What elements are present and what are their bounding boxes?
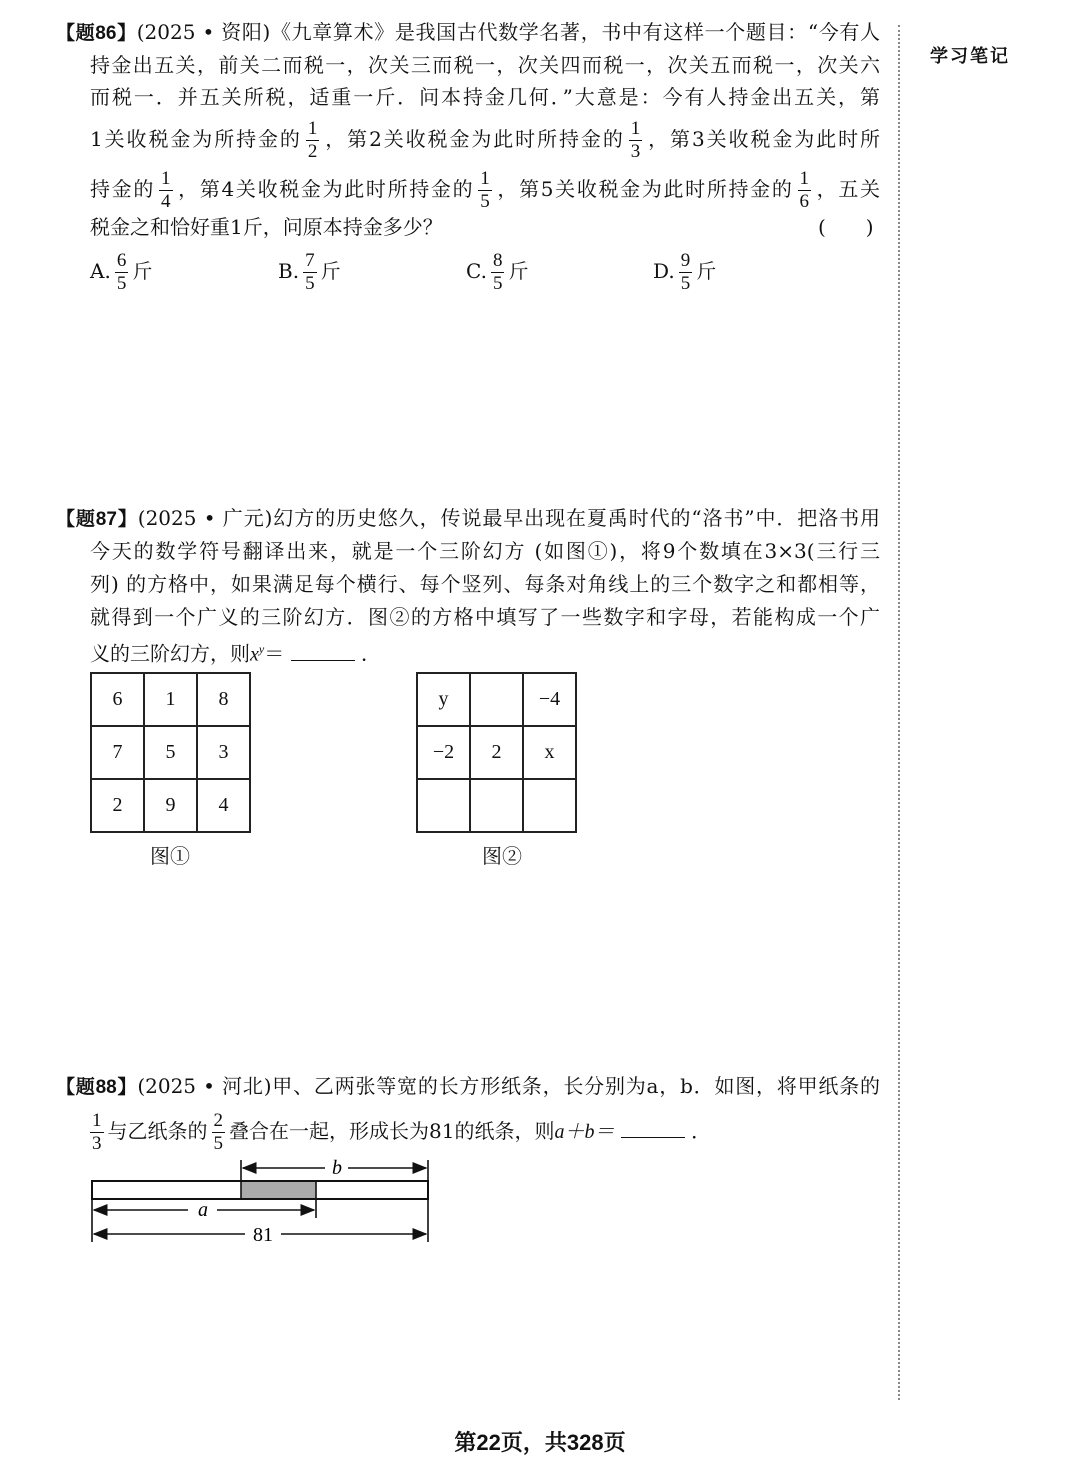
magic-square-figure-2 <box>416 672 577 833</box>
option-letter: C. <box>466 259 487 283</box>
option-b[interactable] <box>278 250 341 295</box>
grid-cell: 2 <box>470 726 523 779</box>
q87-text: 义的三阶幻方，则 <box>90 641 250 666</box>
grid-cell <box>417 779 470 832</box>
grid-cell: 4 <box>197 779 250 832</box>
fraction <box>212 1110 226 1155</box>
fraction <box>115 250 129 295</box>
unit: 斤 <box>696 259 717 283</box>
q88-text: 叠合在一起，形成长为81的纸条，则 <box>229 1119 555 1143</box>
denominator: 5 <box>305 273 315 294</box>
unit: 斤 <box>508 259 529 283</box>
q86-text: ，第4关收税金为此时所持金的 <box>176 177 475 201</box>
numerator: 1 <box>630 118 641 139</box>
fraction <box>159 168 173 213</box>
q86-text: ，第2关收税金为此时所持金的 <box>323 127 625 151</box>
numerator: 1 <box>307 118 318 139</box>
option-c[interactable] <box>466 250 528 295</box>
grid-cell: 1 <box>144 673 197 726</box>
option-letter: D. <box>653 259 675 283</box>
q87-line-5 <box>90 634 880 670</box>
q88-text: 与乙纸条的 <box>107 1119 208 1143</box>
denominator: 6 <box>799 191 810 212</box>
numerator: 1 <box>799 168 810 189</box>
q87-text: 幻方的历史悠久，传说最早出现在夏禹时代的“洛书”中．把洛书用 <box>272 506 881 530</box>
numerator: 2 <box>213 1110 223 1131</box>
fraction <box>679 250 693 295</box>
label-a: a <box>198 1199 208 1221</box>
q87-source: (2025 • 广元) <box>137 506 273 530</box>
label-81: 81 <box>253 1224 273 1246</box>
option-letter: A. <box>90 259 111 283</box>
option-d[interactable] <box>653 250 716 295</box>
fraction <box>798 168 812 213</box>
fraction <box>629 118 643 163</box>
denominator: 5 <box>492 273 503 294</box>
notes-heading: 学习笔记 <box>930 46 1010 67</box>
answer-parentheses[interactable]: ( ) <box>818 215 874 239</box>
q88-label: 【题88】 <box>56 1077 138 1098</box>
unit: 斤 <box>320 259 341 283</box>
q86-source: (2025 • 资阳) <box>136 20 271 44</box>
label-b: b <box>332 1157 342 1179</box>
notes-divider <box>898 25 900 1400</box>
q86-line-6: 税金之和恰好重1斤，问原本持金多少？ <box>90 215 443 239</box>
q86-line-5 <box>90 168 880 213</box>
page-number: 第22页，共328页 <box>454 1430 626 1455</box>
q88-source: (2025 • 河北) <box>137 1074 272 1098</box>
unit: 斤 <box>132 259 153 283</box>
denominator: 5 <box>680 273 691 294</box>
fraction <box>478 168 492 213</box>
q87-line-1 <box>56 503 880 535</box>
q86-text: 持金的 <box>90 177 156 201</box>
period: ． <box>360 641 381 666</box>
grid-cell: 5 <box>144 726 197 779</box>
q86-text: ，第3关收税金为此时所 <box>646 127 880 151</box>
grid-cell <box>470 779 523 832</box>
grid-cell: 9 <box>144 779 197 832</box>
numerator: 1 <box>480 168 490 189</box>
q87-line-3: 列) 的方格中，如果满足每个横行、每个竖列、每条对角线上的三个数字之和都相等， <box>90 572 880 596</box>
numerator: 9 <box>680 250 691 271</box>
grid-cell <box>470 673 523 726</box>
expr-base: x <box>250 643 259 666</box>
numerator: 6 <box>116 250 127 271</box>
grid-cell: 6 <box>91 673 144 726</box>
numerator: 8 <box>492 250 503 271</box>
denominator: 3 <box>92 1133 102 1154</box>
denominator: 5 <box>213 1133 223 1154</box>
grid-cell <box>523 779 576 832</box>
denominator: 5 <box>480 191 490 212</box>
grid-cell: 7 <box>91 726 144 779</box>
magic-square-figure-1 <box>90 672 251 833</box>
q86-label: 【题86】 <box>56 23 137 44</box>
fraction <box>491 250 505 295</box>
equals: ＝ <box>264 641 285 666</box>
q88-text: 甲、乙两张等宽的长方形纸条，长分别为a，b．如图，将甲纸条的 <box>271 1074 880 1098</box>
q87-line-2: 今天的数学符号翻译出来，就是一个三阶幻方 (如图①)，将9个数填在3×3(三行三 <box>90 539 880 563</box>
expr-exponent: y <box>258 642 265 656</box>
numerator: 7 <box>305 250 315 271</box>
fraction <box>303 250 317 295</box>
q86-text: 《九章算术》是我国古代数学名著，书中有这样一个题目：“今有人 <box>270 20 880 44</box>
grid-cell: −4 <box>523 673 576 726</box>
numerator: 1 <box>92 1110 102 1131</box>
denominator: 5 <box>116 273 127 294</box>
q88-line-2 <box>86 1110 876 1155</box>
grid-cell: 8 <box>197 673 250 726</box>
figure-2-caption: 图② <box>482 844 522 868</box>
paper-strip-diagram <box>85 1150 445 1250</box>
q86-line-2: 持金出五关，前关二而税一，次关三而税一，次关四而税一，次关五而税一，次关六 <box>90 53 880 77</box>
fraction <box>90 1110 104 1155</box>
q86-text: ，第5关收税金为此时所持金的 <box>495 177 794 201</box>
period: ． <box>691 1119 712 1143</box>
grid-cell: −2 <box>417 726 470 779</box>
grid-cell: y <box>417 673 470 726</box>
q87-label: 【题87】 <box>56 509 138 530</box>
option-letter: B. <box>278 259 300 283</box>
expression: a＋b＝ <box>554 1121 615 1143</box>
q86-text: ，五关 <box>815 177 881 201</box>
denominator: 2 <box>307 141 318 162</box>
q86-line-4 <box>90 118 880 163</box>
numerator: 1 <box>161 168 171 189</box>
q86-text: 1关收税金为所持金的 <box>90 127 302 151</box>
q88-line-1 <box>56 1071 880 1103</box>
q87-line-4: 就得到一个广义的三阶幻方．图②的方格中填写了一些数字和字母，若能构成一个广 <box>90 605 880 629</box>
denominator: 3 <box>630 141 641 162</box>
denominator: 4 <box>161 191 171 212</box>
option-a[interactable] <box>90 250 152 295</box>
q86-line-1 <box>56 17 880 49</box>
grid-cell: x <box>523 726 576 779</box>
answer-blank[interactable] <box>621 1119 685 1138</box>
grid-cell: 3 <box>197 726 250 779</box>
q86-line-3: 而税一．并五关所税，适重一斤．问本持金几何．”大意是：今有人持金出五关，第 <box>90 85 880 109</box>
fraction <box>306 118 320 163</box>
overlap-region <box>241 1181 316 1199</box>
answer-blank[interactable] <box>291 642 355 661</box>
figure-1-caption: 图① <box>150 844 190 868</box>
grid-cell: 2 <box>91 779 144 832</box>
